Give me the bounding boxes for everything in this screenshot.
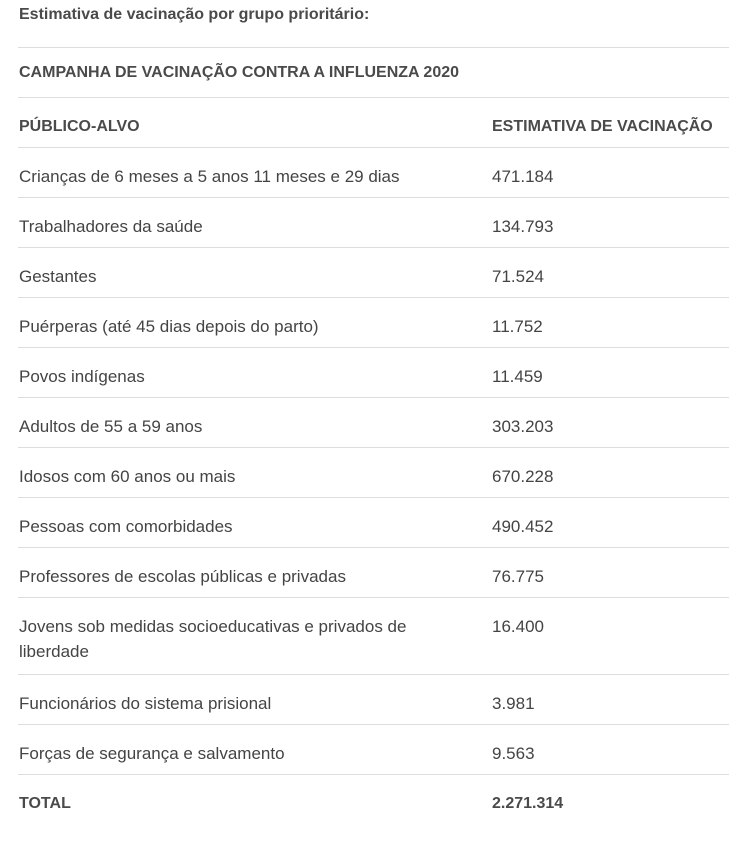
estimate-cell: 11.752 (492, 317, 543, 336)
group-cell: Puérperas (até 45 dias depois do parto) (19, 317, 319, 336)
group-cell: Pessoas com comorbidades (19, 517, 233, 536)
estimate-cell: 9.563 (492, 744, 535, 763)
table-row (18, 674, 729, 724)
estimate-cell: 303.203 (492, 417, 554, 436)
table-header-row (18, 97, 729, 147)
group-cell: Gestantes (19, 267, 97, 286)
vaccination-table (18, 47, 729, 824)
group-cell: Idosos com 60 anos ou mais (19, 467, 236, 486)
total-label: TOTAL (19, 795, 71, 812)
table-row (18, 447, 729, 497)
estimate-cell: 134.793 (492, 217, 554, 236)
estimate-cell: 16.400 (492, 617, 544, 636)
estimate-cell: 3.981 (492, 694, 535, 713)
table-row (18, 247, 729, 297)
column-header-target-group: PÚBLICO-ALVO (19, 118, 140, 135)
table-row (18, 547, 729, 597)
estimate-cell: 11.459 (492, 367, 543, 386)
estimate-cell: 490.452 (492, 517, 554, 536)
table-caption-row (18, 47, 729, 97)
table-row (18, 297, 729, 347)
table-row (18, 724, 729, 774)
group-cell: Forças de segurança e salvamento (19, 744, 285, 763)
table-row (18, 497, 729, 547)
table-row (18, 197, 729, 247)
table-row (18, 397, 729, 447)
group-cell: Adultos de 55 a 59 anos (19, 417, 203, 436)
table-row (18, 147, 729, 197)
group-cell: Funcionários do sistema prisional (19, 694, 272, 713)
table-total-row (18, 774, 729, 824)
group-cell: Professores de escolas públicas e privadas (19, 567, 346, 586)
group-cell: Trabalhadores da saúde (19, 217, 203, 236)
group-cell: Jovens sob medidas socioeducativas e privados de liberdade (19, 617, 407, 661)
group-cell: Crianças de 6 meses a 5 anos 11 meses e 29 dias (19, 167, 400, 186)
table-row (18, 347, 729, 397)
estimate-cell: 471.184 (492, 167, 554, 186)
estimate-cell: 71.524 (492, 267, 544, 286)
column-header-estimate: ESTIMATIVA DE VACINAÇÃO (492, 118, 713, 135)
section-heading: Estimativa de vacinação por grupo prioritário: (19, 6, 370, 23)
total-value: 2.271.314 (492, 795, 564, 812)
group-cell: Povos indígenas (19, 367, 145, 386)
estimate-cell: 670.228 (492, 467, 554, 486)
table-caption: CAMPANHA DE VACINAÇÃO CONTRA A INFLUENZA 2020 (19, 64, 460, 81)
table-row (18, 597, 729, 674)
estimate-cell: 76.775 (492, 567, 544, 586)
